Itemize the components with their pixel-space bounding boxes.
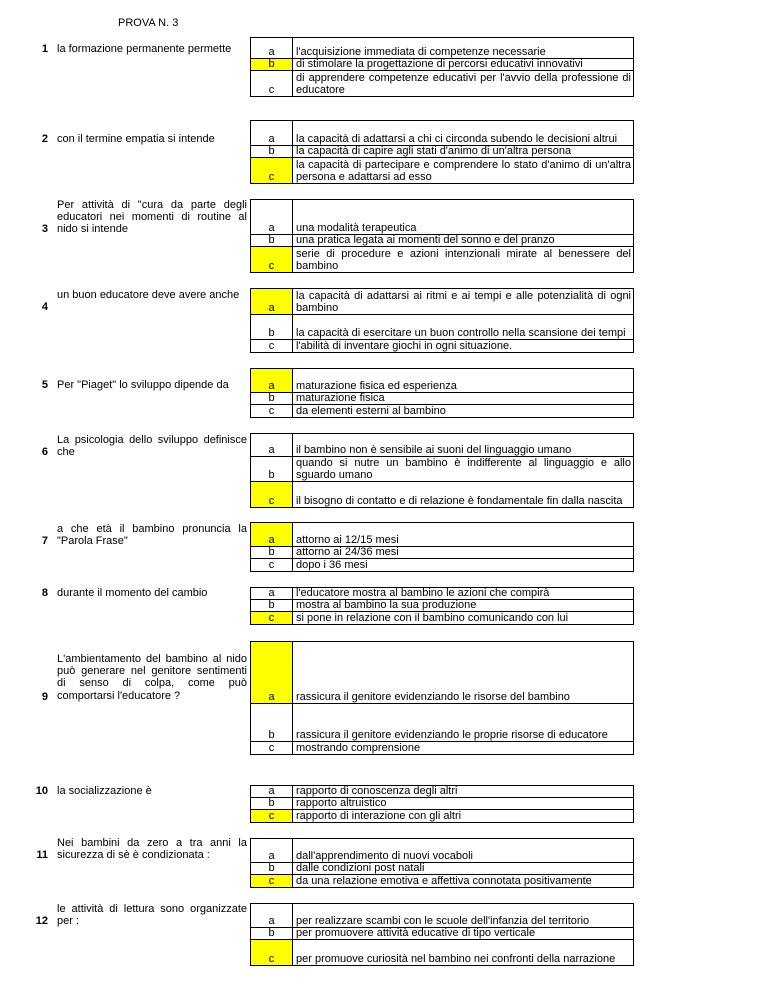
question-text: La psicologia dello sviluppo definisce che [57, 434, 247, 459]
option-text: la capacità di adattarsi ai ritmi e ai tempi e alle potenzialità di ogni bambino [293, 289, 633, 315]
option-text: la capacità di partecipare e comprendere lo stato d'animo di un'altra persona e adattarsi ad esso [296, 159, 631, 183]
option-text: per realizzare scambi con le scuole dell'infanzia del territorio [293, 904, 633, 928]
option-text: rapporto altruistico [293, 798, 633, 810]
option-letter[interactable]: b [251, 235, 293, 247]
option-letter-correct[interactable]: c [251, 612, 293, 625]
question-text: la formazione permanente permette [57, 43, 232, 55]
question-text: durante il momento del cambio [57, 587, 208, 599]
option-letter-correct[interactable]: a [251, 523, 293, 547]
option-text: maturazione fisica ed esperienza [293, 369, 633, 393]
option-letter-correct[interactable]: a [251, 289, 293, 315]
option-text: rassicura il genitore evidenziando le risorse del bambino [293, 642, 633, 704]
question-number: 8 [41, 587, 48, 599]
option-text: l'acquisizione immediata di competenze necessarie [293, 38, 633, 59]
option-letter[interactable]: b [251, 704, 293, 742]
option-text: il bambino non è sensibile ai suoni del linguaggio umano [293, 434, 633, 457]
option-text: da elementi esterni al bambino [296, 405, 446, 417]
option-text: rapporto di interazione con gli altri [296, 810, 462, 822]
option-letter[interactable]: b [251, 146, 293, 158]
option-text: maturazione fisica [293, 393, 633, 405]
option-letter-correct[interactable]: a [251, 642, 293, 704]
question-text: Per "Piaget" lo sviluppo dipende da [57, 379, 229, 391]
option-letter[interactable]: c [251, 742, 293, 755]
option-letter[interactable]: b [251, 600, 293, 612]
option-letter[interactable]: a [251, 434, 293, 457]
option-letter-correct[interactable]: c [251, 810, 293, 823]
option-letter-correct[interactable]: c [251, 247, 293, 273]
option-text: da una relazione emotiva e affettiva connotata positivamente [296, 875, 592, 887]
option-letter-correct[interactable]: c [251, 482, 293, 508]
question-text: Per attività di "cura da parte degli educatori nei momenti di routine al nido si intende [57, 199, 247, 236]
option-letter-correct[interactable]: c [251, 158, 293, 184]
option-text: si pone in relazione con il bambino comunicando con lui [296, 612, 569, 624]
option-letter[interactable]: a [251, 839, 293, 863]
question-text: un buon educatore deve avere anche [57, 289, 240, 301]
option-text: per promuove curiosità nel bambino nei confronti della narrazione [296, 953, 616, 965]
option-text: mostra al bambino la sua produzione [293, 600, 633, 612]
option-letter-correct[interactable]: c [251, 875, 293, 888]
option-text: per promuovere attività educative di tipo verticale [293, 928, 633, 940]
question-text: con il termine empatia si intende [57, 133, 215, 145]
question-text: Nei bambini da zero a tra anni la sicurezza di sè è condizionata : [57, 837, 247, 862]
option-text: dalle condizioni post natali [293, 863, 633, 875]
option-letter[interactable]: b [251, 393, 293, 405]
question-number: 5 [41, 379, 48, 391]
question-number: 1 [41, 43, 48, 55]
option-text: una modalità terapeutica [293, 200, 633, 235]
option-text: mostrando comprensione [296, 742, 421, 754]
option-letter[interactable]: c [251, 71, 293, 97]
option-letter-correct[interactable]: a [251, 369, 293, 393]
option-letter[interactable]: b [251, 863, 293, 875]
option-text: l'educatore mostra al bambino le azioni che compirà [293, 588, 633, 600]
option-letter[interactable]: a [251, 200, 293, 235]
question-number: 2 [41, 133, 48, 145]
option-letter[interactable]: a [251, 904, 293, 928]
question-number: 9 [41, 691, 48, 703]
option-text: l'abilità di inventare giochi in ogni situazione. [296, 340, 513, 352]
option-letter[interactable]: b [251, 315, 293, 340]
option-letter[interactable]: b [251, 457, 293, 482]
option-text: attorno ai 24/36 mesi [293, 547, 633, 559]
option-letter-correct[interactable]: b [251, 59, 293, 71]
option-letter[interactable]: c [251, 340, 293, 353]
question-number: 4 [41, 301, 48, 313]
option-text: il bisogno di contatto e di relazione è fondamentale fin dalla nascita [296, 495, 623, 507]
option-letter[interactable]: b [251, 547, 293, 559]
question-text: le attività di lettura sono organizzate per : [57, 903, 247, 928]
option-text: di apprendere competenze educativi per l'avvio della professione di educatore [296, 72, 631, 96]
option-text: dopo i 36 mesi [296, 559, 368, 571]
option-letter[interactable]: b [251, 798, 293, 810]
option-text: attorno ai 12/15 mesi [293, 523, 633, 547]
option-letter[interactable]: a [251, 588, 293, 600]
option-letter[interactable]: c [251, 559, 293, 572]
question-text: a che età il bambino pronuncia la "Parola Frase" [57, 523, 247, 548]
question-text: la socializzazione è [57, 785, 152, 797]
option-text: la capacità di adattarsi a chi ci circonda subendo le decisioni altrui [293, 121, 633, 146]
question-number: 6 [41, 446, 48, 458]
question-text: L'ambientamento del bambino al nido può generare nel genitore sentimenti di senso di colpa, come può comportarsi l'educatore ? [57, 653, 247, 702]
question-number: 11 [36, 849, 48, 861]
option-text: una pratica legata ai momenti del sonno e del pranzo [293, 235, 633, 247]
option-letter-correct[interactable]: c [251, 940, 293, 966]
option-text: la capacità di capire agli stati d'animo di un'altra persona [293, 146, 633, 158]
option-text: serie di procedure e azioni intenzionali mirate al benessere del bambino [296, 248, 631, 272]
question-number: 10 [35, 785, 48, 797]
option-text: quando si nutre un bambino è indifferente al linguaggio e allo sguardo umano [293, 457, 633, 482]
question-number: 3 [41, 223, 48, 235]
option-letter[interactable]: a [251, 121, 293, 146]
option-letter[interactable]: a [251, 38, 293, 59]
option-text: rassicura il genitore evidenziando le proprie risorse di educatore [293, 704, 633, 742]
option-text: di stimolare la progettazione di percorsi educativi innovativi [293, 59, 633, 71]
page-title: PROVA N. 3 [118, 17, 179, 29]
option-letter[interactable]: a [251, 786, 293, 798]
question-number: 7 [41, 535, 48, 547]
question-number: 12 [35, 915, 48, 927]
option-text: rapporto di conoscenza degli altri [293, 786, 633, 798]
option-text: dall'apprendimento di nuovi vocaboli [293, 839, 633, 863]
option-letter[interactable]: b [251, 928, 293, 940]
option-text: la capacità di esercitare un buon controllo nella scansione dei tempi [293, 315, 633, 340]
option-letter[interactable]: c [251, 405, 293, 418]
